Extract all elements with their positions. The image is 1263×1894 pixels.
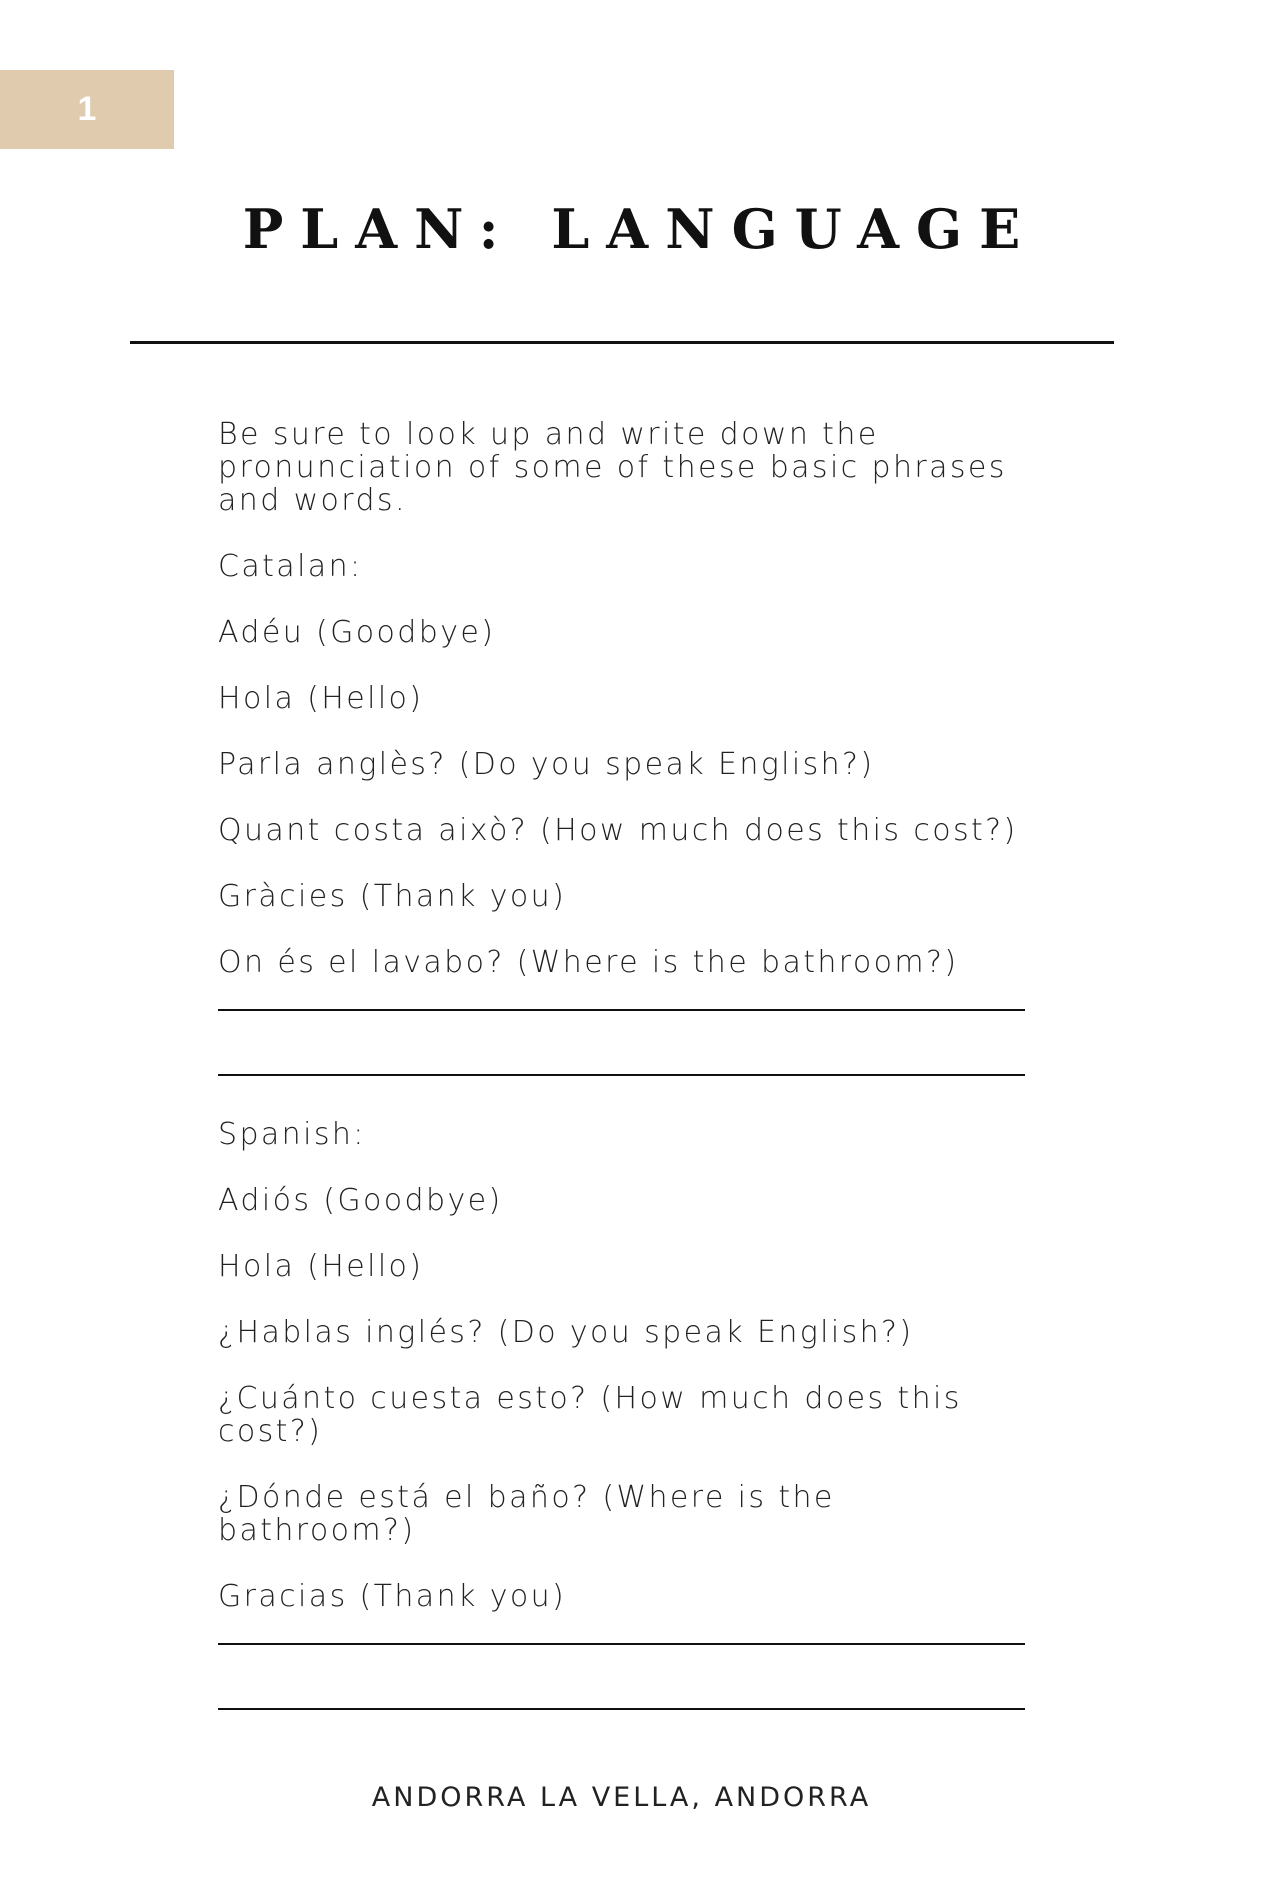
phrase-item: ¿Cuánto cuesta esto? (How much does this cost?) xyxy=(218,1381,962,1449)
phrase-item: Gràcies (Thank you) xyxy=(218,879,567,914)
page-number-badge xyxy=(0,70,174,149)
spanish-writing-lines xyxy=(218,1643,1038,1710)
catalan-section xyxy=(218,550,1038,1076)
writing-line[interactable] xyxy=(218,1643,1025,1645)
phrase-item: Quant costa això? (How much does this cost?) xyxy=(218,813,1018,848)
catalan-writing-lines xyxy=(218,1009,1038,1076)
page-title: PLAN: LANGUAGE xyxy=(242,197,1038,261)
phrase-item: Hola (Hello) xyxy=(218,681,424,716)
phrase-item: ¿Dónde está el baño? (Where is the bathroom?) xyxy=(218,1480,835,1548)
section-heading: Catalan: xyxy=(218,549,363,584)
phrase-item: Parla anglès? (Do you speak English?) xyxy=(218,747,875,782)
title-divider xyxy=(130,341,1114,344)
phrase-item: ¿Hablas inglés? (Do you speak English?) xyxy=(218,1315,914,1350)
phrase-item: Hola (Hello) xyxy=(218,1249,424,1284)
footer-location: ANDORRA LA VELLA, ANDORRA xyxy=(371,1782,872,1813)
writing-line[interactable] xyxy=(218,1009,1025,1011)
section-heading: Spanish: xyxy=(218,1117,366,1152)
phrase-item: Adiós (Goodbye) xyxy=(218,1183,503,1218)
phrase-item: Adéu (Goodbye) xyxy=(218,615,496,650)
page-number: 1 xyxy=(77,90,97,128)
spanish-section xyxy=(218,1118,1038,1710)
writing-line[interactable] xyxy=(218,1074,1025,1076)
phrase-item: Gracias (Thank you) xyxy=(218,1579,567,1614)
content xyxy=(218,418,1038,1752)
phrase-item: On és el lavabo? (Where is the bathroom?) xyxy=(218,945,959,980)
writing-line[interactable] xyxy=(218,1708,1025,1710)
intro-text: Be sure to look up and write down the pronunciation of some of these basic phrases and words. xyxy=(218,417,1007,518)
